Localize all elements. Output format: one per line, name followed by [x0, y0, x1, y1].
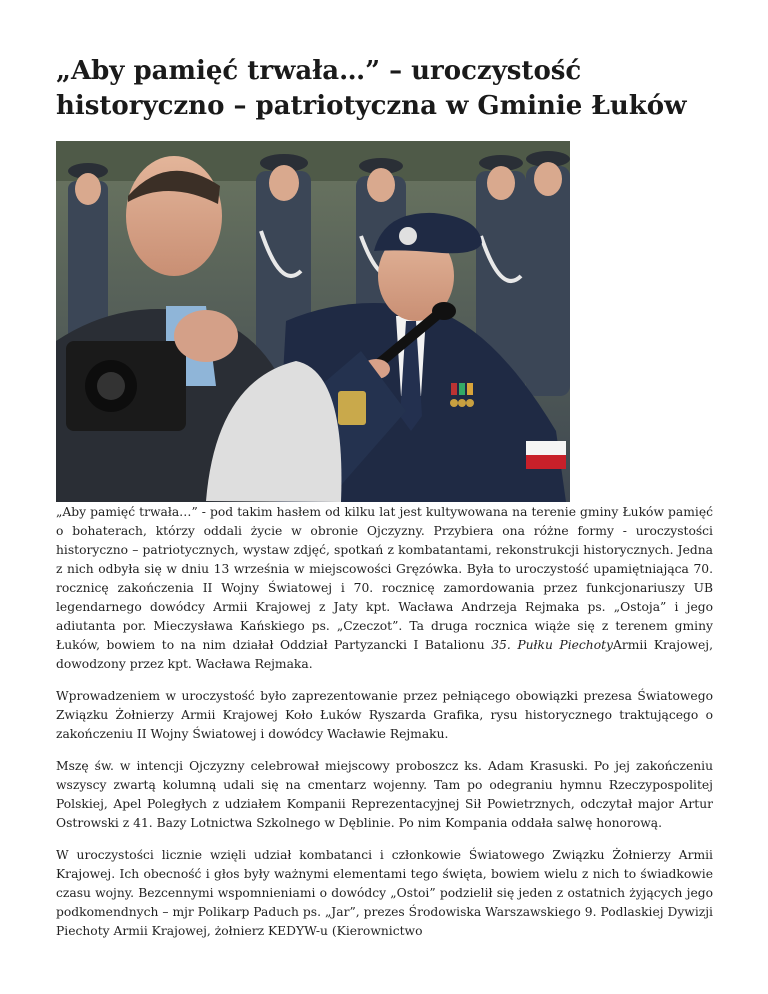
article-body — [56, 503, 713, 954]
unit-name-italic: 35. Pułku Piechoty — [491, 638, 614, 652]
article-paragraph: Mszę św. w intencji Ojczyzny celebrował miejscowy proboszcz ks. Adam Krasuski. Po jej zakończeniu wszyscy zwartą kolumną udali się na cmentarz wojenny. Tam po odegraniu hymnu Rzeczypospolitej Polskiej, Apel Poległych z udziałem Kompanii Reprezentacyjnej Sił Powietrznych, odczytał major Artur Ostrowski z 41. Bazy Lotnictwa Szkolnego w Dęblinie. Po nim Kompania oddała salwę honorową. — [56, 759, 713, 830]
article-paragraph: W uroczystości licznie wzięli udział kombatanci i członkowie Światowego Związku Żołnierzy Armii Krajowej. Ich obecność i głos były ważnymi elementami tego święta, bowiem wielu z nich to świadkowie czasu wojny. Bezcennymi wspomnieniami o dowódcy „Ostoi” podzielił się jeden z ostatnich żyjących jego podkomendnych – mjr Polikarp Paduch ps. „Jar”, prezes Środowiska Warszawskiego 9. Podlaskiej Dywizji Piechoty Armii Krajowej, żołnierz KEDYW-u (Kierownictwo — [56, 848, 713, 938]
paragraph-text: „Aby pamięć trwała…” - pod takim hasłem od kilku lat jest kultywowana na terenie gminy Łuków pamięć o bohaterach, którzy oddali życie w obronie Ojczyzny. Przybiera ona różne formy - uroczystości historyczno – patriotycznych, wystaw zdjęć, spotkań z kombatantami, rekonstrukcji historycznych. Jedna z nich odbyła się w dniu 13 września w miejscowości Gręzówka. Była to uroczystość upamiętniająca 70. rocznicę zakończenia II Wojny Światowej i 70. rocznicę zamordowania przez funkcjonariuszy UB legendarnego dowódcy Armii Krajowej z Jaty kpt. Wacława Andrzeja Rejmaka ps. „Ostoja” i jego adiutanta por. Mieczysława Kańskiego ps. „Czeczot”. Ta druga rocznica wiąże się z terenem gminy Łuków, bowiem to na nim działał Oddział Partyzancki I Batalionu — [56, 505, 713, 652]
article-paragraph: Wprowadzeniem w uroczystość było zaprezentowanie przez pełniącego obowiązki prezesa Światowego Związku Żołnierzy Armii Krajowej Koło Łuków Ryszarda Grafika, rysu historycznego traktującego o zakończeniu II Wojny Światowej i dowódcy Wacławie Rejmaku. — [56, 689, 713, 741]
paragraph-text: Armii Krajowej, dowodzony przez kpt. Wacława Rejmaka. — [56, 638, 713, 671]
article-photo — [56, 141, 570, 502]
article-paragraph — [56, 503, 713, 674]
ceremony-photo-illustration — [56, 141, 570, 502]
article-title: „Aby pamięć trwała…” – uroczystość historyczno – patriotyczna w Gminie Łuków — [56, 56, 687, 121]
